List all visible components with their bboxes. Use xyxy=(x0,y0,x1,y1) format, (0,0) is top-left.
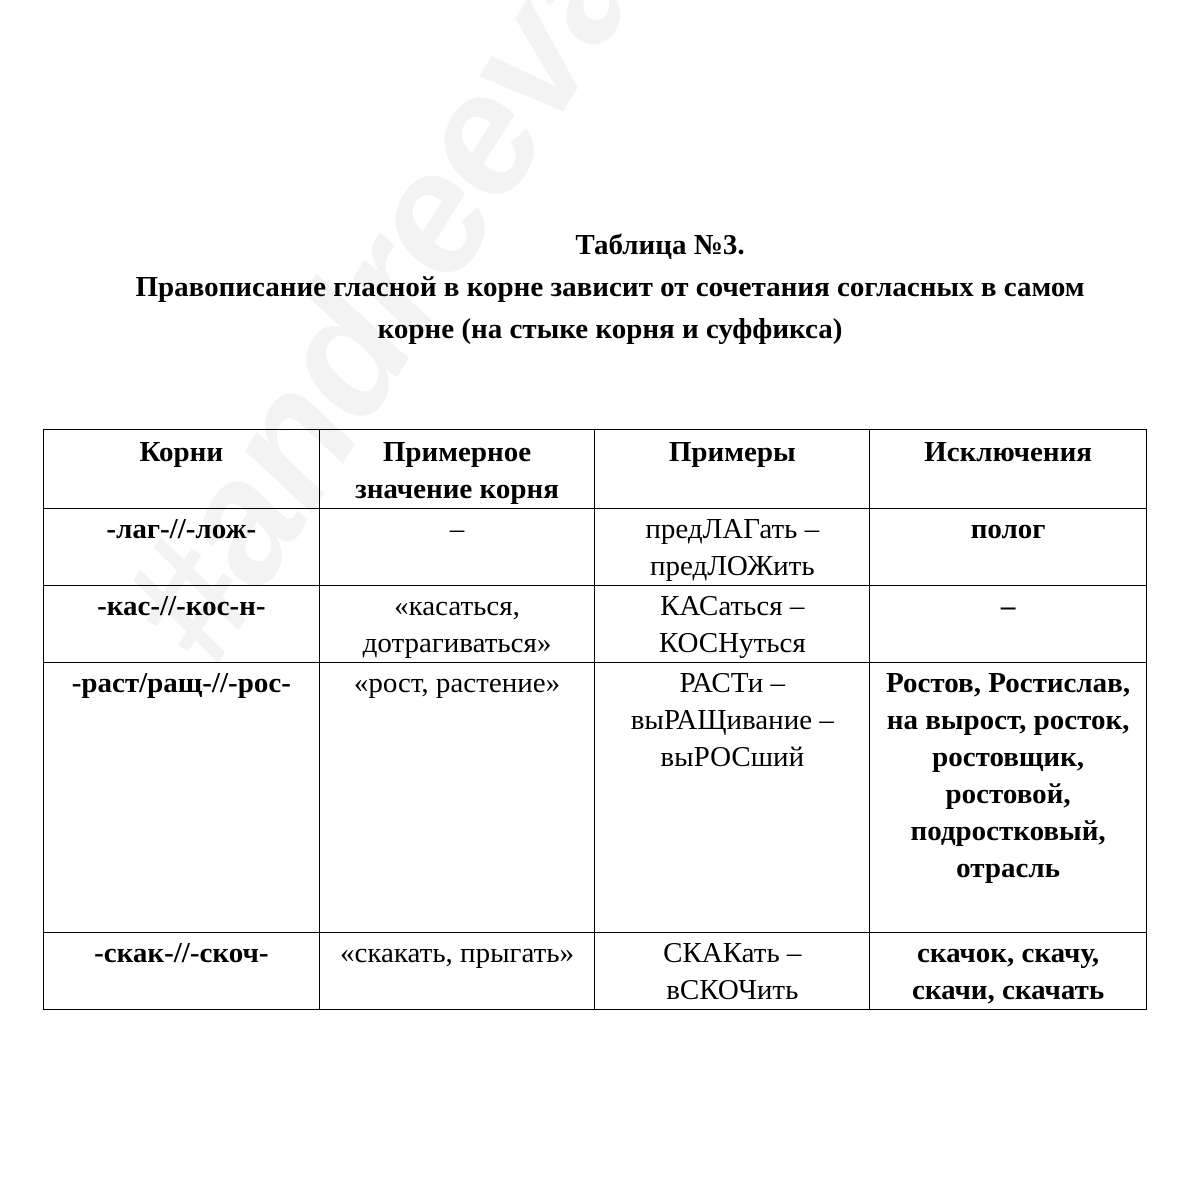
table-row xyxy=(44,933,1147,1010)
table-heading-line-1: Правописание гласной в корне зависит от сочетания согласных в самом xyxy=(135,271,1085,303)
cell-examples: РАСТи – выРАЩивание – выРОСший xyxy=(595,663,870,933)
table-heading-line-2: корне (на стыке корня и суффикса) xyxy=(377,313,843,345)
spelling-rules-table xyxy=(43,429,1147,1010)
cell-meaning: – xyxy=(319,509,595,586)
cell-meaning: «рост, растение» xyxy=(319,663,595,933)
cell-root: -раст/ращ-//-рос- xyxy=(44,663,320,933)
header-meaning: Примерное значение корня xyxy=(319,430,595,509)
cell-exceptions: – xyxy=(870,586,1147,663)
cell-root: -кас-//-кос-н- xyxy=(44,586,320,663)
cell-exceptions: скачок, скачу, скачи, скачать xyxy=(870,933,1147,1010)
header-roots: Корни xyxy=(44,430,320,509)
cell-examples: КАСаться – КОСНуться xyxy=(595,586,870,663)
table-number-title: Таблица №3. xyxy=(575,229,745,261)
cell-root: -лаг-//-лож- xyxy=(44,509,320,586)
cell-exceptions: полог xyxy=(870,509,1147,586)
cell-examples: предЛАГать – предЛОЖить xyxy=(595,509,870,586)
table-header-row xyxy=(44,430,1147,509)
table-row xyxy=(44,509,1147,586)
header-examples: Примеры xyxy=(595,430,870,509)
header-exceptions: Исключения xyxy=(870,430,1147,509)
cell-root: -скак-//-скоч- xyxy=(44,933,320,1010)
table-row xyxy=(44,663,1147,933)
title-block xyxy=(40,224,1180,350)
cell-examples: СКАКать – вСКОЧить xyxy=(595,933,870,1010)
cell-meaning: «скакать, прыгать» xyxy=(319,933,595,1010)
cell-meaning: «касаться, дотрагиваться» xyxy=(319,586,595,663)
table-row xyxy=(44,586,1147,663)
cell-exceptions: Ростов, Ростислав, на вырост, росток, ростовщик, ростовой, подростковый, отрасль xyxy=(870,663,1147,933)
